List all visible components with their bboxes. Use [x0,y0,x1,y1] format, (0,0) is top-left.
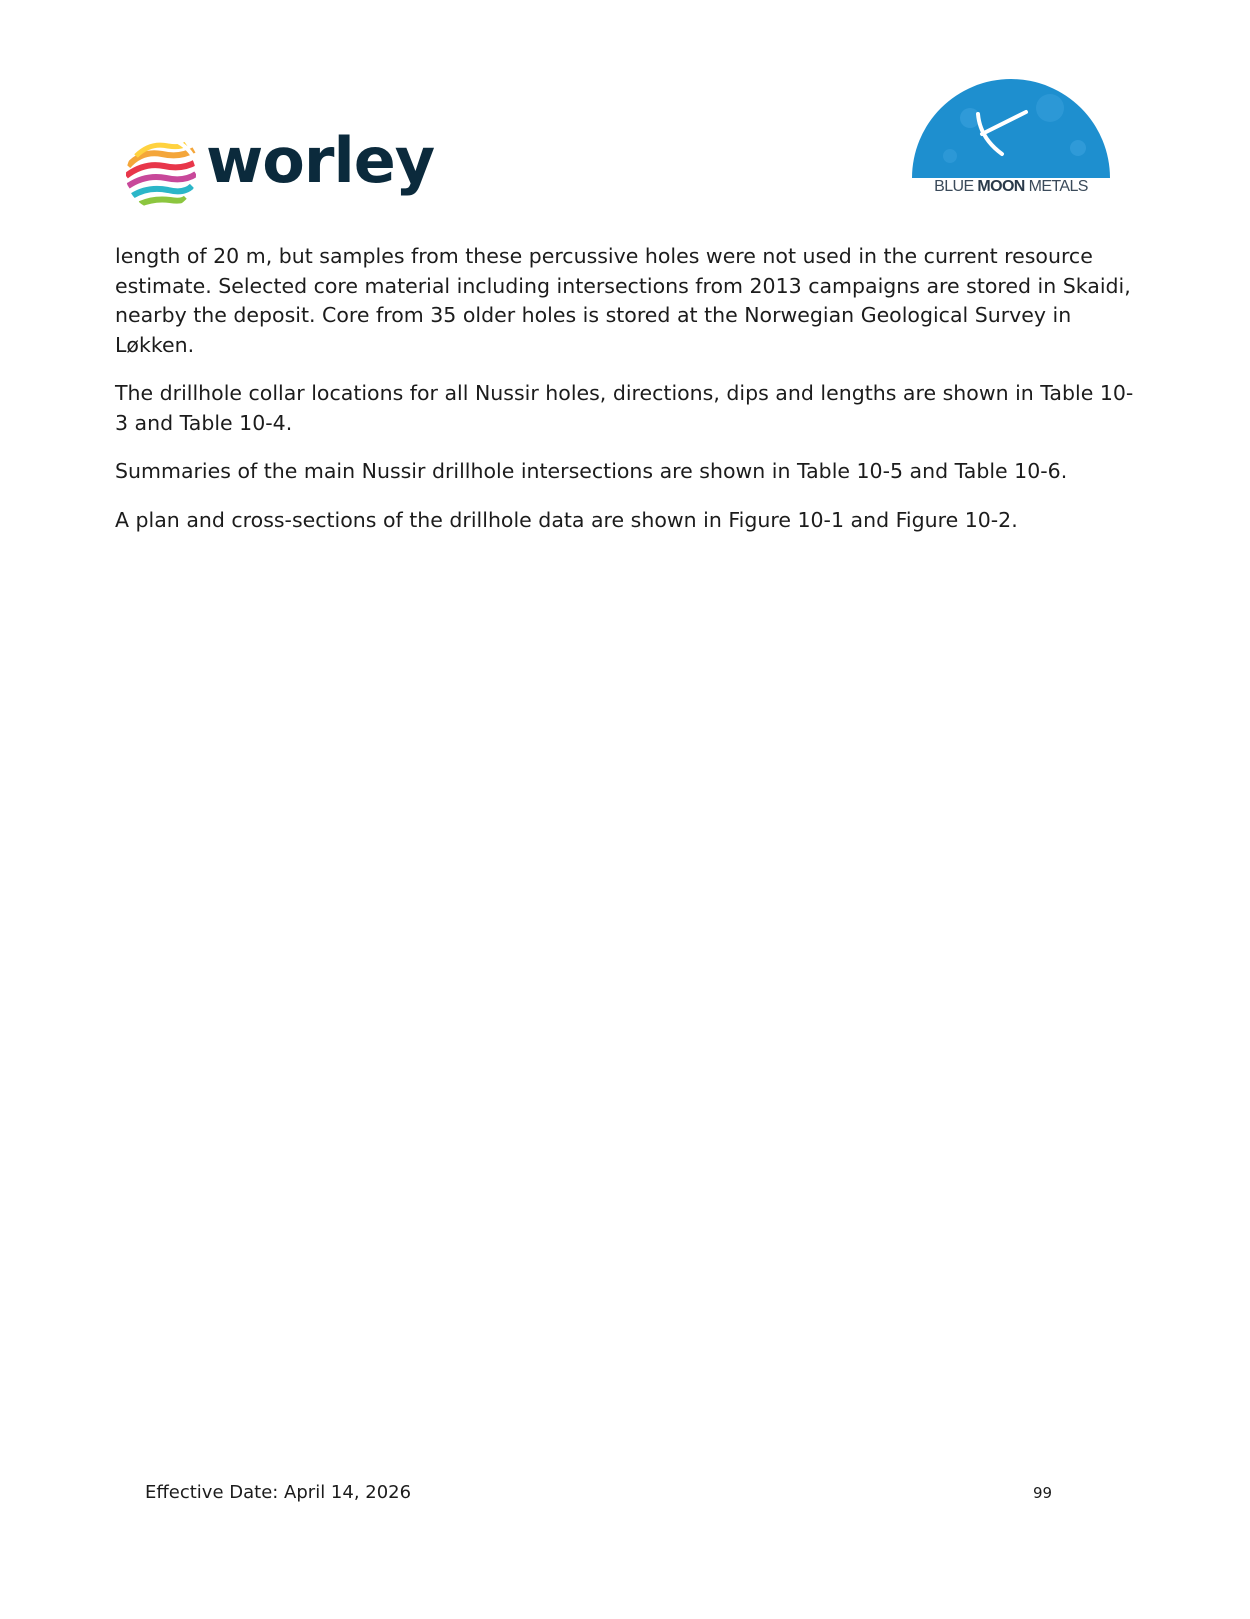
paragraph: The drillhole collar locations for all Nussir holes, directions, dips and lengths are shown in Table 10-3 and Table 10-4. [115,381,1134,435]
paragraph: Summaries of the main Nussir drillhole intersections are shown in Table 10-5 and Table 10-6. [115,459,1068,483]
paragraph: A plan and cross-sections of the drillhole data are shown in Figure 10-1 and Figure 10-2. [115,507,1018,532]
worley-swirl-icon [122,136,200,214]
footer-page-number: 99 [1033,1484,1053,1502]
body-text [115,242,1145,554]
worley-logo [122,124,442,216]
blue-moon-metals-wordmark: BLUE MOON METALS [934,178,1088,195]
blue-moon-metals-logo [910,78,1112,202]
worley-wordmark: worley [206,124,435,197]
paragraph: length of 20 m, but samples from these percussive holes were not used in the current resource estimate. Selected core material including intersections from 2013 campaigns are stored in Skaidi, nearby the deposit. Core from 35 older holes is stored at the Norwegian Geological Survey in Løkken. [115,244,1131,357]
moon-pickaxe-icon [910,78,1112,178]
footer-effective-date: Effective Date: April 14, 2026 [145,1482,412,1503]
